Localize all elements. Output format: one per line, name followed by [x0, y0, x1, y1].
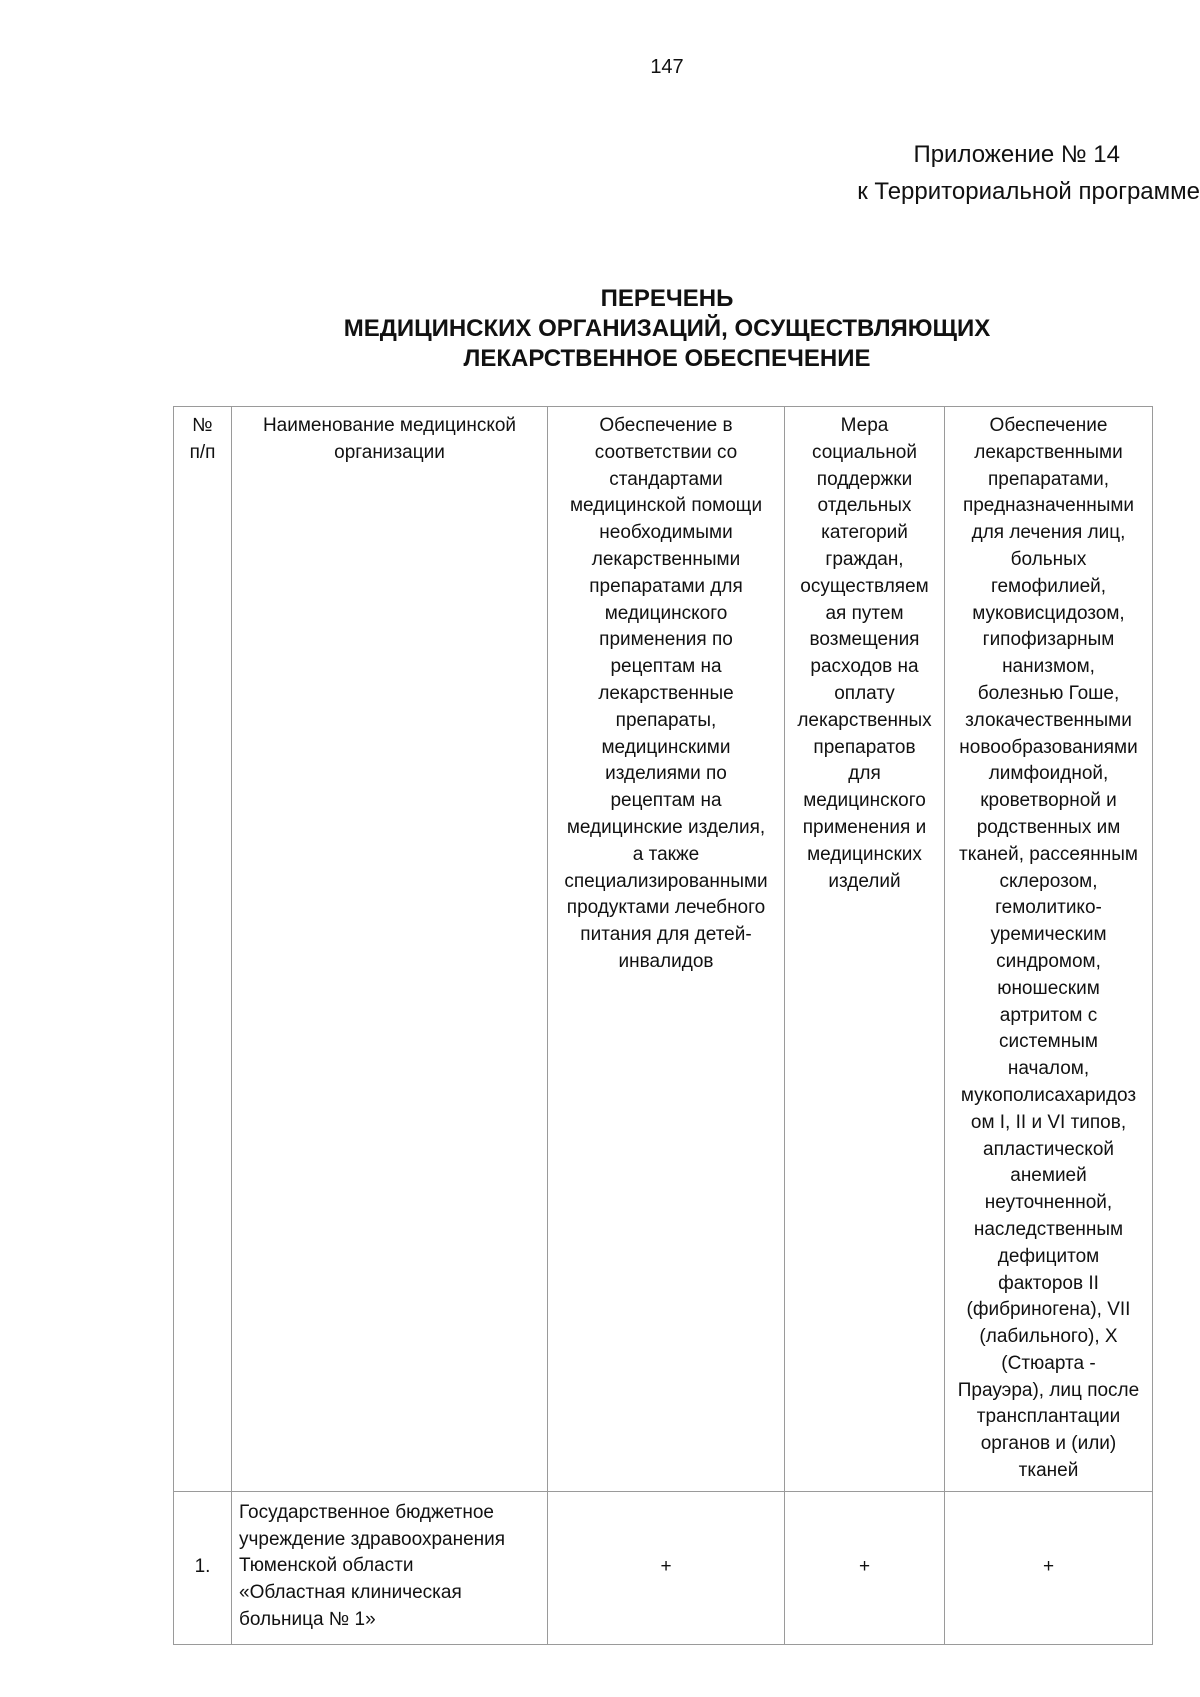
document-title	[0, 284, 1200, 374]
appendix-number: Приложение № 14	[913, 141, 1120, 168]
row-standard-provision-mark: +	[548, 1491, 785, 1644]
header-organization-name: Наименование медицинской организации	[232, 407, 548, 1492]
row-number: 1.	[174, 1491, 232, 1644]
row-organization-name: Государственное бюджетное учреждение здравоохранения Тюменской области «Областная клиническая больница № 1»	[232, 1491, 548, 1644]
title-line-3: ЛЕКАРСТВЕННОЕ ОБЕСПЕЧЕНИЕ	[463, 345, 871, 372]
header-special-diseases: Обеспечение лекарственными препаратами, предназначенными для лечения лиц, больных гемофилией, муковисцидозом, гипофизарным нанизмом, болезнью Гоше, злокачественными новообразованиями лимфоидной, кроветворной и родственных им тканей, рассеянным склерозом, гемолитико- уремическим синдромом, юношеским артритом с системным началом, мукополисахаридоз ом I, II и VI типов, апластической анемией неуточненной, наследственным дефицитом факторов II (фибриногена), VII (лабильного), X (Стюарта - Прауэра), лиц после трансплантации органов и (или) тканей	[945, 407, 1153, 1492]
row-social-support-mark: +	[785, 1491, 945, 1644]
header-social-support: Мера социальной поддержки отдельных категорий граждан, осуществляем ая путем возмещения расходов на оплату лекарственных препаратов для медицинского применения и медицинских изделий	[785, 407, 945, 1492]
appendix-reference	[78, 136, 1200, 210]
page-number: 147	[650, 56, 684, 78]
appendix-program: к Территориальной программе	[857, 178, 1200, 205]
table-row	[174, 1491, 1153, 1644]
header-number: № п/п	[174, 407, 232, 1492]
row-special-diseases-mark: +	[945, 1491, 1153, 1644]
organizations-table	[173, 406, 1153, 1645]
table-header-row	[174, 407, 1153, 1492]
header-standard-provision: Обеспечение в соответствии со стандартами медицинской помощи необходимыми лекарственными препаратами для медицинского применения по рецептам на лекарственные препараты, медицинскими изделиями по рецептам на медицинские изделия, а также специализированными продуктами лечебного питания для детей- инвалидов	[548, 407, 785, 1492]
title-line-1: ПЕРЕЧЕНЬ	[600, 285, 734, 312]
title-line-2: МЕДИЦИНСКИХ ОРГАНИЗАЦИЙ, ОСУЩЕСТВЛЯЮЩИХ	[343, 315, 991, 342]
